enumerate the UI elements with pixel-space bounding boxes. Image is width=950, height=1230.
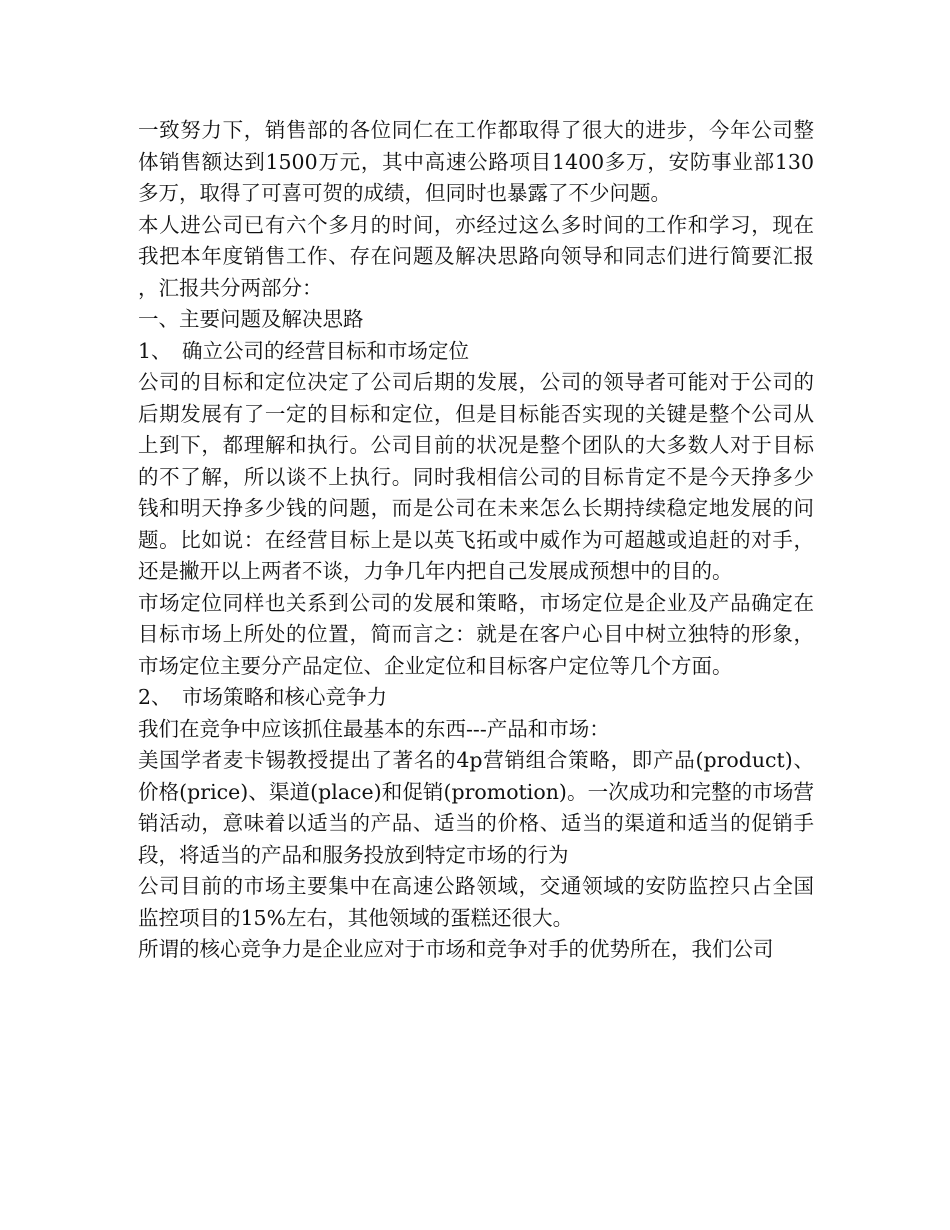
paragraph: 公司目前的市场主要集中在高速公路领域，交通领域的安防监控只占全国监控项目的15%左右，其他领域的蛋糕还很大。 [138, 874, 814, 930]
paragraph: 一致努力下，销售部的各位同仁在工作都取得了很大的进步，今年公司整体销售额达到1500万元，其中高速公路项目1400多万，安防事业部130多万，取得了可喜可贺的成绩，但同时也暴露了不少问题。 [138, 118, 814, 205]
numbered-heading [138, 682, 814, 714]
paragraph: 公司的目标和定位决定了公司后期的发展，公司的领导者可能对于公司的后期发展有了一定的目标和定位，但是目标能否实现的关键是整个公司从上到下，都理解和执行。公司目前的状况是整个团队的大多数人对于目标的不了解，所以谈不上执行。同时我相信公司的目标肯定不是今天挣多少钱和明天挣多少钱的问题，而是公司在未来怎么长期持续稳定地发展的问题。比如说：在经营目标上是以英飞拓或中威作为可超越或追赶的对手，还是撇开以上两者不谈，力争几年内把自己发展成预想中的目的。 [138, 370, 814, 583]
paragraph: 所谓的核心竞争力是企业应对于市场和竞争对手的优势所在，我们公司 [138, 937, 774, 961]
heading-number: 1、 [138, 338, 172, 363]
numbered-heading [138, 336, 814, 368]
document-body [138, 115, 814, 966]
paragraph: 美国学者麦卡锡教授提出了著名的4p营销组合策略，即产品(product)、价格(price)、渠道(place)和促销(promotion)。一次成功和完整的市场营销活动，意味着以适当的产品、适当的价格、适当的渠道和适当的促销手段，将适当的产品和服务投放到特定市场的行为 [138, 748, 814, 867]
paragraph: 市场定位同样也关系到公司的发展和策略，市场定位是企业及产品确定在目标市场上所处的位置，简而言之：就是在客户心目中树立独特的形象，市场定位主要分产品定位、企业定位和目标客户定位等几个方面。 [138, 590, 814, 678]
heading-number: 2、 [138, 685, 172, 709]
heading-text: 确立公司的经营目标和市场定位 [182, 338, 469, 363]
paragraph: 我们在竞争中应该抓住最基本的东西---产品和市场： [138, 716, 610, 741]
section-heading: 一、主要问题及解决思路 [138, 307, 364, 331]
paragraph: 本人进公司已有六个多月的时间，亦经过这么多时间的工作和学习，现在我把本年度销售工作、存在问题及解决思路向领导和同志们进行简要汇报，汇报共分两部分： [138, 212, 814, 300]
heading-text: 市场策略和核心竞争力 [182, 685, 387, 709]
